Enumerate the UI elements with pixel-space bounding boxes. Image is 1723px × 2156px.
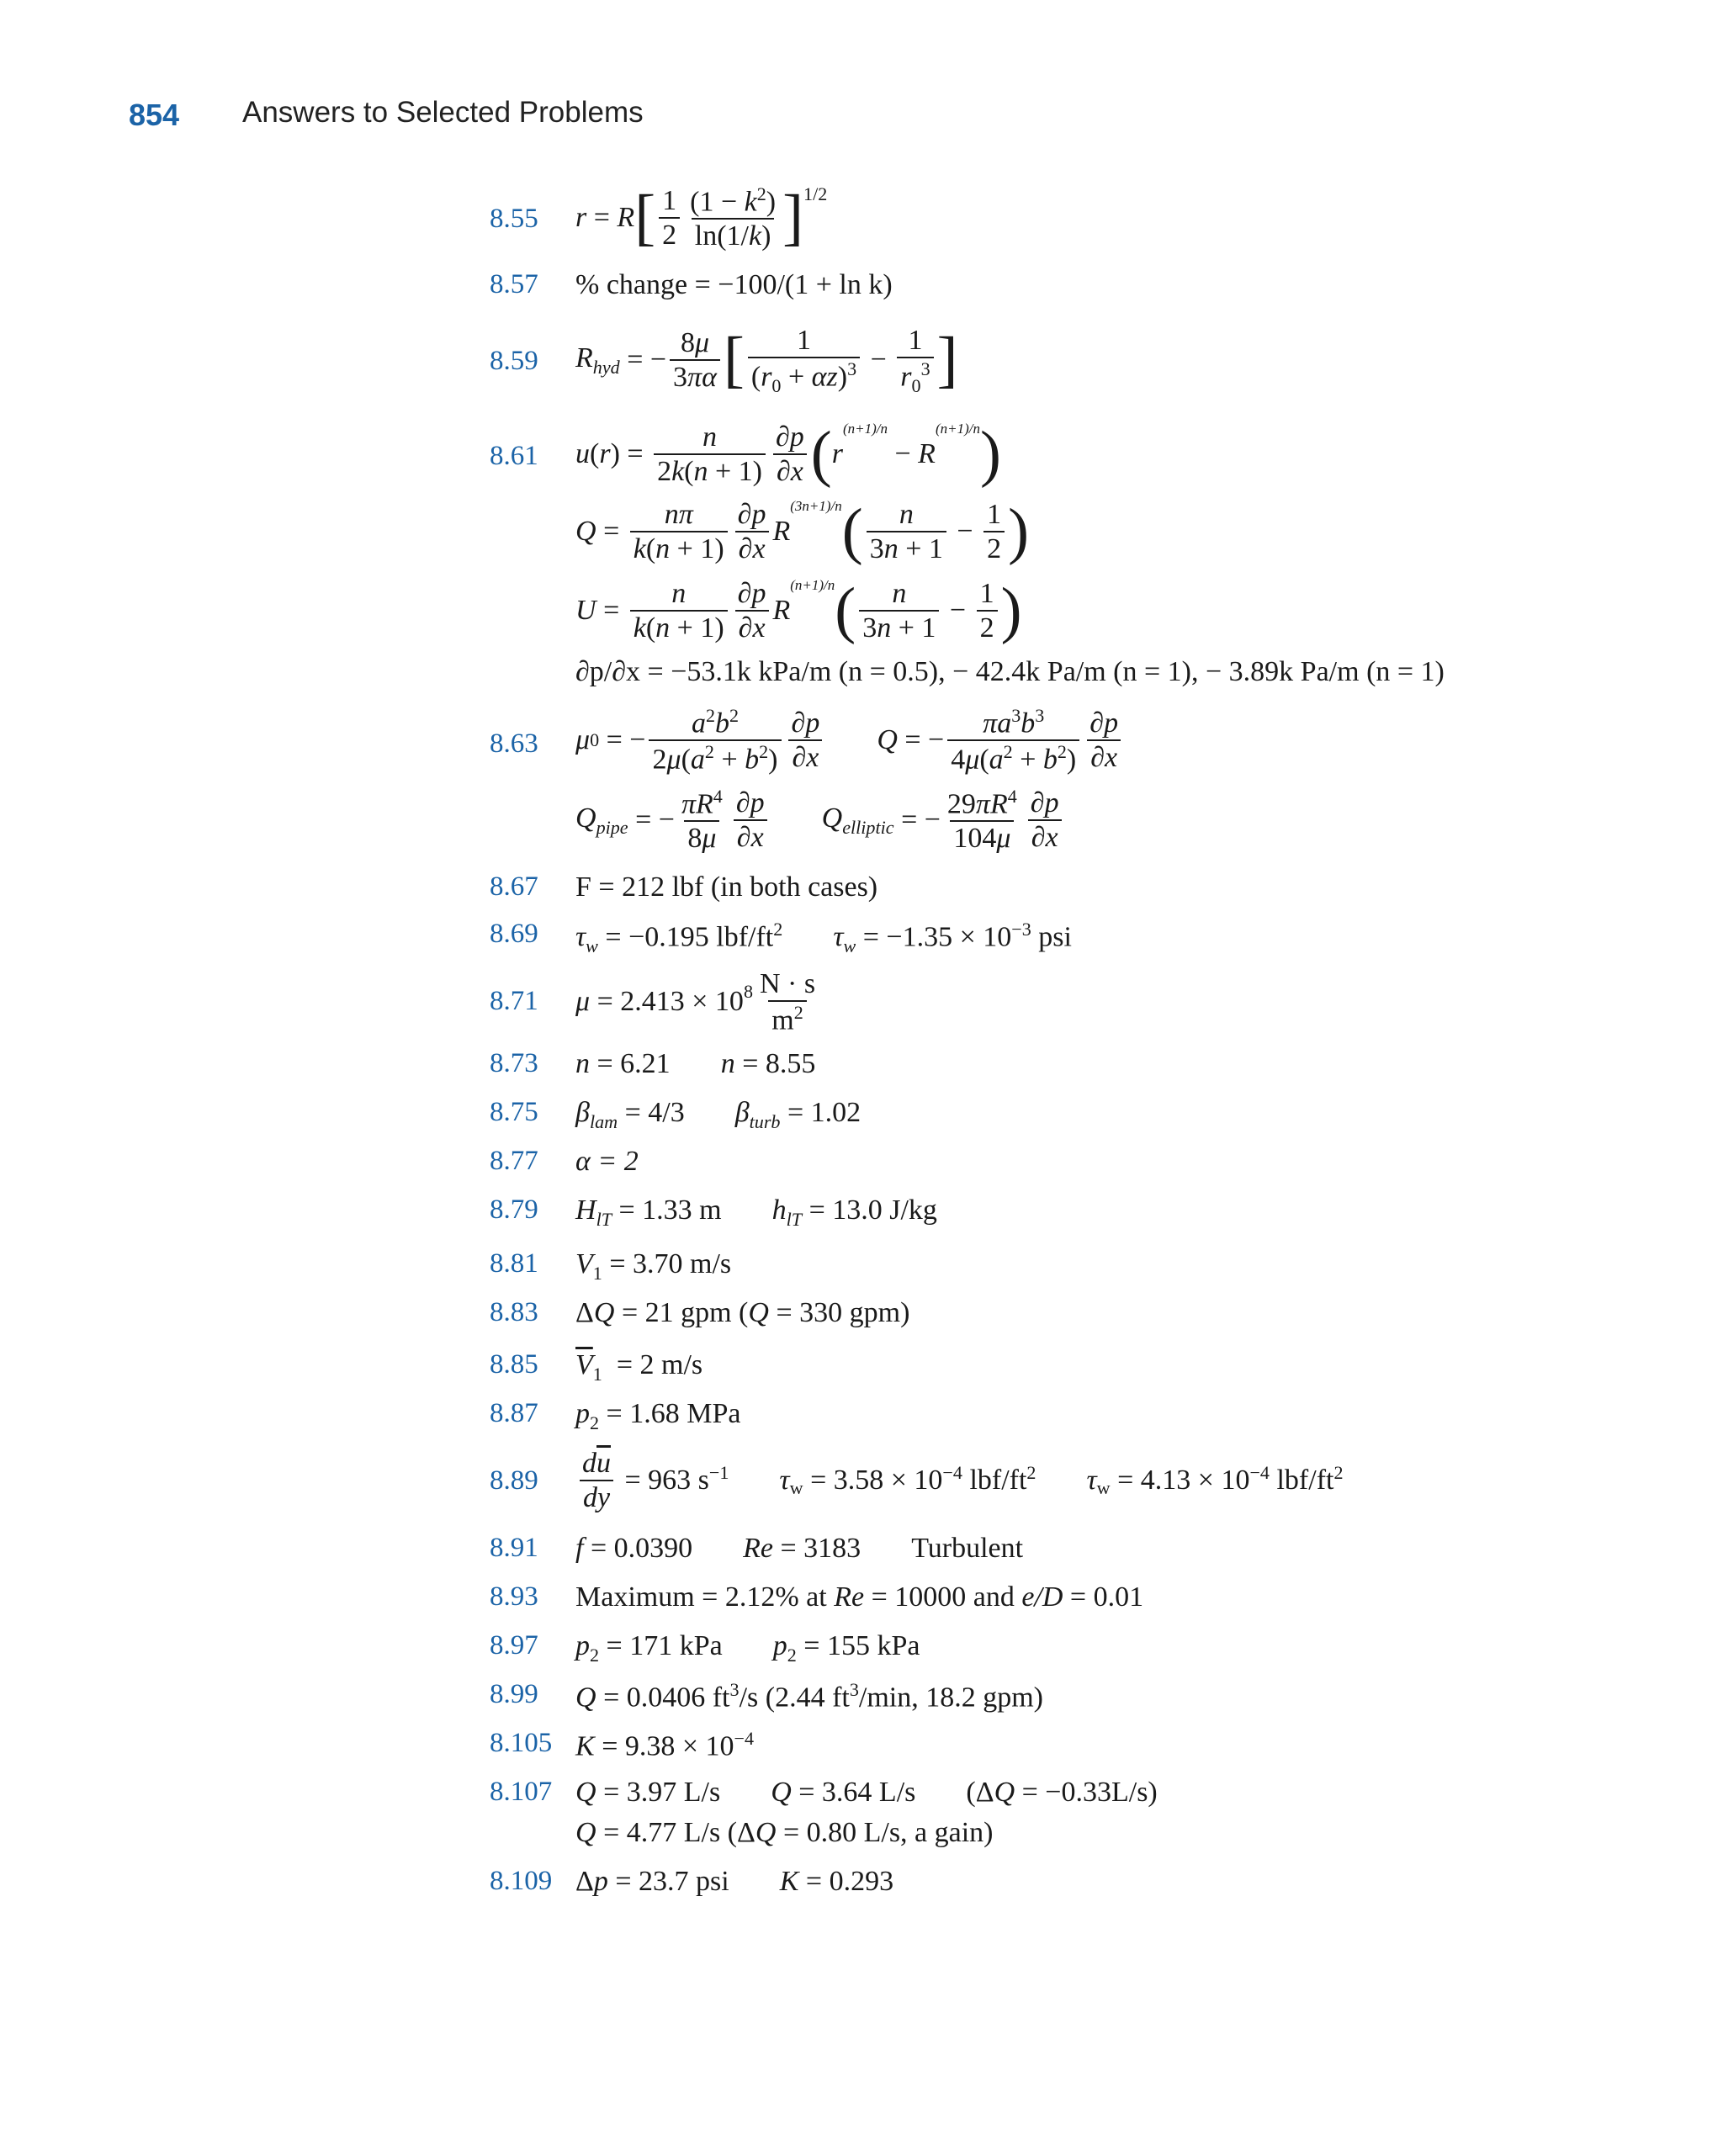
answer-equation: $\frac{d\overline{u}}{dy}$ = 963 s $^{-1}$ τ $_w$ = 3.58 × 10 $^{-4}$ lbf/ft 2 τ $_w$ = 4.13 × 10 $^{-4}$ lbf/ft 2 [575,1447,1344,1514]
answer-text: % change = −100/(1 + ln k) [575,269,893,300]
answer-8-105 [0,1728,1723,1765]
answer-text: α = 2 [575,1146,639,1177]
answer-8-57 [0,269,1723,306]
answer-8-61 [0,418,1723,690]
problem-number: 8.73 [490,1048,538,1078]
answer-equation-U: U = $\frac{n}{k(n + 1)}$ $\frac{\partial p}{\partial x}$ R (n+1)/n ( $\frac{n}{3n + 1}$ − $\frac{1}{2}$ ) [575,575,1022,645]
answer-equation-q: Q = $\frac{n\pi}{k(n + 1)}$ $\frac{\partial p}{\partial x}$ R (3n+1)/n ( $\frac{n}{3n + 1}$ − $\frac{1}{2}$ ) [575,495,1030,566]
problem-number: 8.89 [490,1465,538,1496]
answer-equation: $K = 9.38 \times 10^{-4}$ [575,1728,755,1762]
answer-equation: $R_{hyd}$ = − $\frac{8\mu}{3\pi\alpha}$ [ $\frac{1}{(r_0 + \alpha z)^3}$ − $\frac{1}{r_0^3}$ ] [575,324,958,397]
problem-number: 8.81 [490,1248,538,1279]
answer-8-97 [0,1630,1723,1667]
answer-equation: $\beta_{lam} = 4/3$ $\beta_{turb} = 1.02$ [575,1097,862,1132]
answer-equation: $p_2 = 1.68$ MPa [575,1398,741,1433]
problem-number: 8.55 [490,204,538,234]
answer-equation: n = 6.21 n = 8.55 [575,1048,816,1079]
problem-number: 8.83 [490,1297,538,1327]
answer-equation: $\tau_w = -0.195$ lbf/$ft^2$ $\tau_w = -1.35 \times 10^{-3}$ psi [575,919,1072,957]
problem-number: 8.107 [490,1777,553,1807]
problem-number: 8.71 [490,986,538,1016]
answer-8-71 [0,967,1723,1035]
answer-equation: μ = 2.413 × 10 $^8$ $\frac{N \cdot s}{m^2}$ [575,968,816,1036]
problem-number: 8.61 [490,441,538,471]
answer-8-55 [0,183,1723,259]
answer-equation: Δp = 23.7 psi K = 0.293 [575,1866,894,1897]
problem-number: 8.109 [490,1866,553,1896]
answer-8-83 [0,1297,1723,1334]
answer-8-93 [0,1581,1723,1618]
answer-equation: Maximum = 2.12% at Re = 10000 and e/D = 0.01 [575,1581,1144,1613]
problem-number: 8.85 [490,1349,538,1380]
answer-dpdx-line: ∂p/∂x = −53.1k kPa/m (n = 0.5), − 42.4k Pa/m (n = 1), − 3.89k Pa/m (n = 1) [575,656,1445,687]
answer-8-107 [0,1777,1723,1857]
answer-equation: r = R [ $\frac{1}{2}$ $\frac{(1 - k^2)}{\ln(1/k)}$ ] $^{1/2}$ [575,182,828,252]
problem-number: 8.87 [490,1398,538,1428]
answer-equation: $\overline{V}_1 = 2$ m/s [575,1349,703,1385]
answer-equation-qpipe: $Q_{pipe}$ = − $\frac{\pi R^4}{8\mu}$ $\frac{\partial p}{\partial x}$ $Q_{elliptic}$ = − $\frac{29\pi R^4}{104\mu}$ $\frac{\partial p}{\partial x}$ [575,786,1066,856]
page-number: 854 [129,98,180,132]
answer-text: F = 212 lbf (in both cases) [575,871,878,903]
answer-8-89 [0,1447,1723,1518]
answer-8-75 [0,1097,1723,1134]
problem-number: 8.69 [490,919,538,949]
answer-8-109 [0,1866,1723,1903]
answer-equation: $V_1 = 3.70$ m/s [575,1248,732,1284]
answer-8-77 [0,1146,1723,1183]
running-head: Answers to Selected Problems [242,96,644,129]
answer-8-79 [0,1195,1723,1232]
problem-number: 8.97 [490,1630,538,1661]
answer-equation-line2: Q = 4.77 L/s (ΔQ = 0.80 L/s, a gain) [575,1817,994,1848]
answer-equation: Q = 0.0406 $ft^3/s$ (2.44 $ft^3/\min$, 18.2 gpm) [575,1679,1043,1714]
problem-number: 8.59 [490,346,538,376]
problem-number: 8.63 [490,728,538,759]
answer-equation: $p_2 = 171$ kPa $p_2 = 155$ kPa [575,1630,920,1666]
answer-8-81 [0,1248,1723,1285]
problem-number: 8.105 [490,1728,553,1758]
answer-8-73 [0,1048,1723,1085]
problem-number: 8.99 [490,1679,538,1709]
problem-number: 8.75 [490,1097,538,1127]
answer-equation: ΔQ = 21 gpm (Q = 330 gpm) [575,1297,910,1328]
answer-8-67 [0,871,1723,908]
answer-equation-u: u ( r ) = $\frac{n}{2k(n + 1)}$ $\frac{\partial p}{\partial x}$ ( r (n+1)/n − R (n+1)/n ) [575,418,1001,489]
page-header [0,94,1723,145]
problem-number: 8.67 [490,871,538,902]
answer-8-87 [0,1398,1723,1435]
problem-number: 8.91 [490,1533,538,1563]
answer-equation-mu: μ 0 = − $\frac{a^2b^2}{2\mu(a^2 + b^2)}$ $\frac{\partial p}{\partial x}$ Q = − $\frac{\pi a^3b^3}{4\mu(a^2 + b^2)}$ $\frac{\partial p}{\partial x}$ [575,705,1125,776]
answer-equation: $H_{lT} = 1.33$ m $h_{lT} = 13.0$ J/kg [575,1195,937,1230]
answer-8-85 [0,1349,1723,1386]
answer-equation-line1: Q = 3.97 L/s Q = 3.64 L/s (ΔQ = −0.33L/s) [575,1777,1158,1808]
problem-number: 8.77 [490,1146,538,1176]
problem-number: 8.57 [490,269,538,299]
problem-number: 8.79 [490,1195,538,1225]
answer-8-69 [0,919,1723,956]
problem-number: 8.93 [490,1581,538,1612]
answer-8-99 [0,1679,1723,1716]
answer-8-91 [0,1533,1723,1570]
answer-8-63 [0,705,1723,865]
answer-8-59 [0,324,1723,408]
answer-equation: f = 0.0390 Re = 3183 Turbulent [575,1533,1024,1564]
